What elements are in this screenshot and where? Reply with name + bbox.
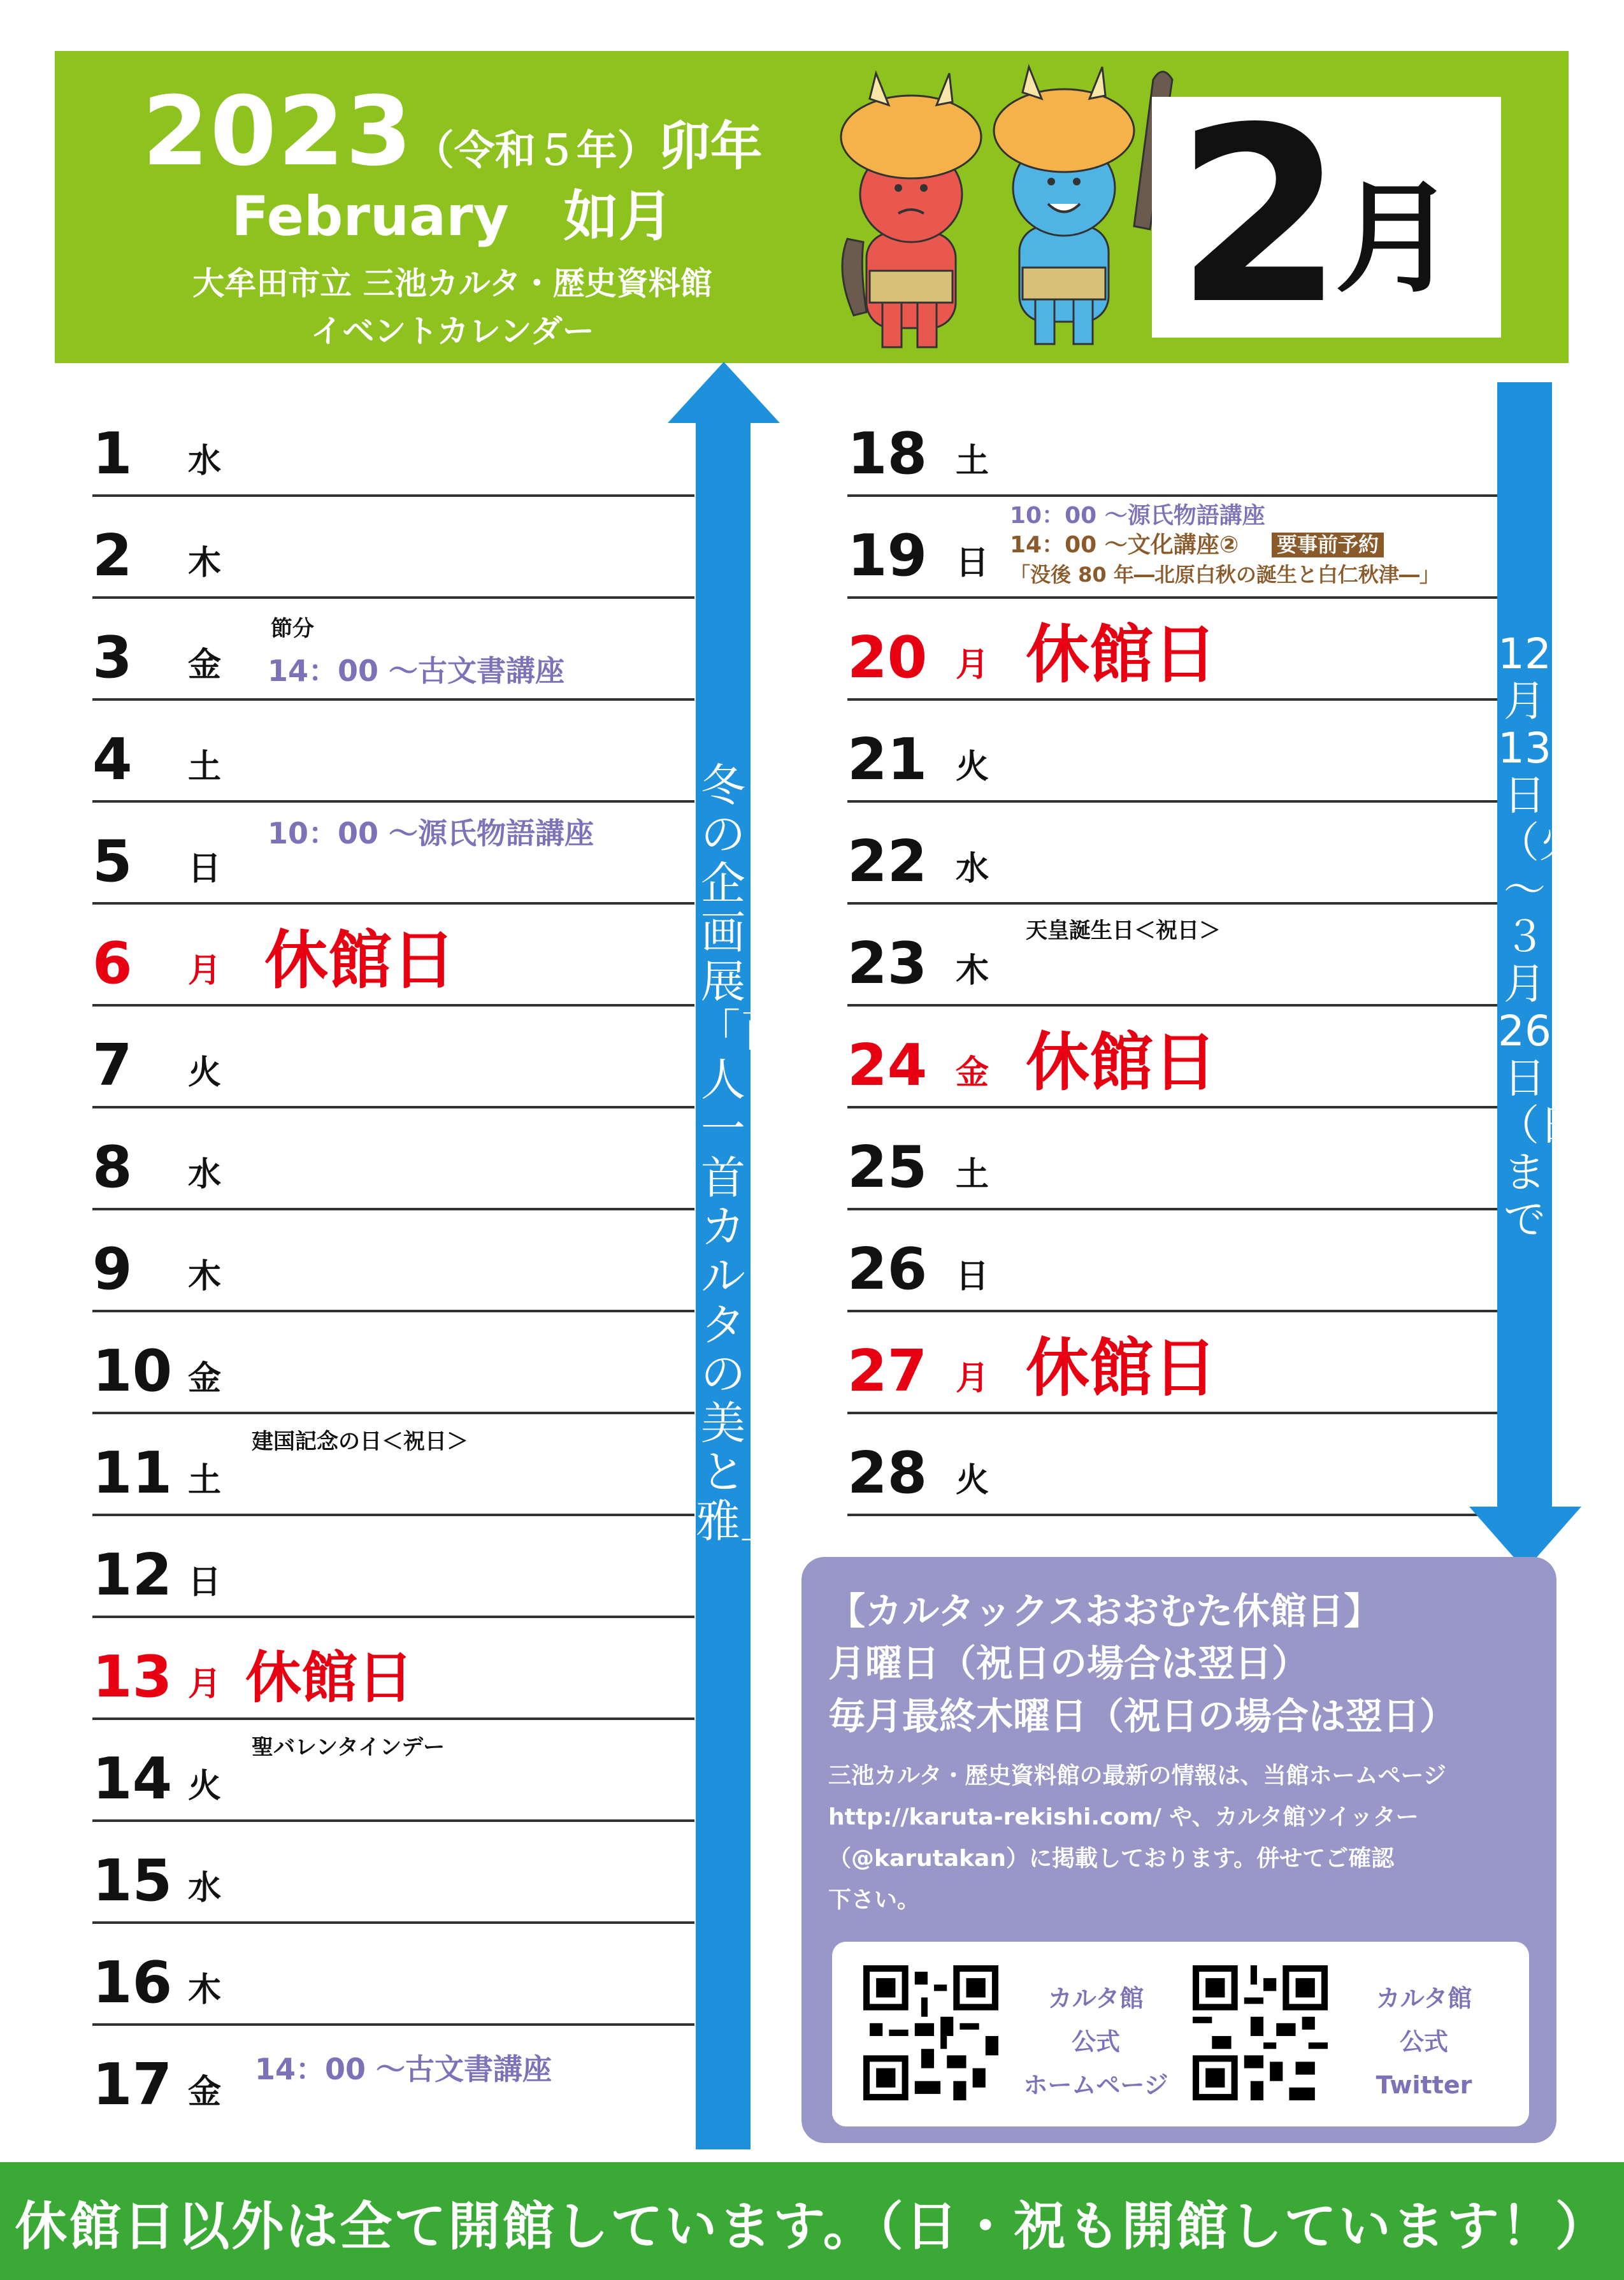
qr-label-line: カルタ館 (1376, 1984, 1472, 2012)
qr-code-twitter[interactable] (1193, 1965, 1328, 2100)
exhibition-title: 冬の企画展「百人一首カルタの美と雅」 (696, 759, 785, 1547)
day-row-12 (92, 1516, 694, 1618)
day-number: 15 (92, 1847, 173, 1914)
day-number: 11 (92, 1440, 173, 1507)
day-row-25 (847, 1108, 1497, 1210)
day-row-5 (92, 803, 694, 905)
day-number: 6 (92, 930, 133, 997)
day-number: 12 (92, 1542, 173, 1609)
day-of-week: 水 (956, 850, 989, 888)
day-row-13 (92, 1618, 694, 1720)
day-number: 4 (92, 726, 133, 793)
day-row-8 (92, 1108, 694, 1210)
day-number: 25 (847, 1134, 928, 1201)
era: （令和５年） (413, 127, 658, 175)
day-of-week: 月 (188, 952, 222, 990)
calendar-name: イベントカレンダー (310, 313, 594, 350)
day-of-week: 月 (956, 1359, 989, 1398)
info-heading: 【カルタックスおおむた休館日】 (828, 1589, 1381, 1633)
day-row-18 (847, 395, 1497, 497)
day-of-week: 土 (956, 442, 989, 480)
closed-label: 休館日 (245, 1645, 414, 1710)
day-row-6 (92, 905, 694, 1007)
day-number: 27 (847, 1338, 928, 1405)
year: 2023 (142, 76, 413, 187)
qr-label-line: Twitter (1376, 2071, 1472, 2099)
qr-label-line: ホームページ (1023, 2071, 1168, 2099)
day-number: 16 (92, 1949, 173, 2016)
day-number: 20 (847, 624, 928, 691)
qr-label-line: 公式 (1071, 2028, 1120, 2056)
oni-illustration (828, 61, 1191, 354)
day-of-week: 日 (188, 850, 222, 888)
event-text: 10：00 ～源氏物語講座 (1010, 503, 1265, 529)
day-number: 26 (847, 1236, 928, 1303)
month-english: February 如月 (231, 185, 673, 248)
info-body-1: 三池カルタ・歴史資料館の最新の情報は、当館ホームページ (828, 1763, 1446, 1789)
day-of-week: 水 (188, 1869, 222, 1907)
closed-label: 休館日 (264, 923, 456, 998)
day-row-4 (92, 701, 694, 803)
day-row-9 (92, 1210, 694, 1312)
qr-label-homepage (1013, 1977, 1179, 2107)
lecture-title: 「没後 80 年―北原白秋の誕生と白仁秋津―」 (1010, 563, 1440, 587)
day-of-week: 土 (956, 1156, 989, 1194)
day-row-27 (847, 1312, 1497, 1414)
day-of-week: 水 (188, 442, 222, 480)
day-row-16 (92, 1924, 694, 2026)
day-of-week: 金 (188, 1359, 222, 1398)
closed-label: 休館日 (1026, 1025, 1217, 1100)
day-number: 21 (847, 726, 928, 793)
day-row-3 (92, 599, 694, 701)
day-row-24 (847, 1007, 1497, 1108)
footer-text: 休館日以外は全て開館しています。（日・祝も開館しています！） (15, 2197, 1609, 2257)
day-of-week: 土 (188, 748, 222, 786)
info-body-3: （@karutakan）に掲載しております。併せてご確認 (828, 1846, 1395, 1872)
day-row-19 (847, 497, 1497, 599)
info-closed-rule-1: 月曜日（祝日の場合は翌日） (828, 1642, 1309, 1685)
day-number: 7 (92, 1032, 133, 1099)
day-number: 19 (847, 522, 928, 589)
day-of-week: 金 (956, 1054, 989, 1092)
event-text: 10：00 ～源氏物語講座 (268, 816, 594, 850)
info-body-2: http://karuta-rekishi.com/ や、カルタ館ツイッター (828, 1804, 1419, 1830)
day-row-21 (847, 701, 1497, 803)
day-row-17 (92, 2026, 694, 2128)
day-number: 23 (847, 930, 928, 997)
day-row-28 (847, 1414, 1497, 1516)
event-text: 14：00 ～古文書講座 (268, 654, 565, 688)
day-note: 聖バレンタインデー (252, 1735, 445, 1760)
reservation-badge: 要事前予約 (1272, 533, 1384, 557)
day-row-20 (847, 599, 1497, 701)
day-of-week: 火 (188, 1054, 222, 1092)
day-of-week: 火 (188, 1767, 222, 1805)
day-number: 28 (847, 1440, 928, 1507)
day-of-week: 月 (188, 1665, 222, 1703)
day-of-week: 木 (188, 1971, 222, 2009)
day-number: 3 (92, 624, 133, 691)
day-number: 24 (847, 1032, 928, 1099)
day-row-15 (92, 1822, 694, 1924)
day-row-1 (92, 395, 694, 497)
day-number: 17 (92, 2051, 173, 2118)
day-row-14 (92, 1720, 694, 1822)
day-of-week: 月 (956, 646, 989, 684)
day-number: 22 (847, 828, 928, 895)
day-number: 14 (92, 1746, 173, 1812)
eto: 卯年 (658, 117, 763, 177)
day-of-week: 日 (956, 1258, 989, 1296)
day-of-week: 金 (188, 2073, 222, 2111)
qr-label-line: カルタ館 (1047, 1984, 1144, 2012)
day-of-week: 火 (956, 1461, 989, 1500)
event-text: 14：00 ～文化講座② (1010, 532, 1239, 558)
title-line (70, 76, 835, 187)
row-divider (847, 1514, 1497, 1516)
day-of-week: 金 (188, 646, 222, 684)
big-month-kanji: 月 (1335, 168, 1456, 309)
day-number: 10 (92, 1338, 173, 1405)
qr-code-homepage[interactable] (863, 1965, 998, 2100)
day-of-week: 水 (188, 1156, 222, 1194)
day-number: 8 (92, 1134, 133, 1201)
day-row-23 (847, 905, 1497, 1007)
closed-label: 休館日 (1026, 1331, 1217, 1405)
day-row-7 (92, 1007, 694, 1108)
organization-name: 大牟田市立 三池カルタ・歴史資料館 (192, 265, 712, 302)
day-row-26 (847, 1210, 1497, 1312)
day-row-10 (92, 1312, 694, 1414)
day-of-week: 日 (956, 544, 989, 582)
arrow-up-icon (668, 362, 780, 423)
day-number: 13 (92, 1644, 173, 1710)
day-of-week: 土 (188, 1461, 222, 1500)
event-text: 14：00 ～古文書講座 (255, 2052, 552, 2086)
day-row-2 (92, 497, 694, 599)
day-note: 天皇誕生日＜祝日＞ (1026, 918, 1221, 943)
closed-label: 休館日 (1026, 617, 1217, 692)
day-row-11 (92, 1414, 694, 1516)
day-of-week: 木 (956, 952, 989, 990)
day-of-week: 火 (956, 748, 989, 786)
info-body-4: 下さい。 (828, 1887, 921, 1913)
qr-label-twitter (1341, 1977, 1507, 2107)
day-note: 節分 (271, 616, 314, 642)
day-of-week: 木 (188, 1258, 222, 1296)
big-month-number: 2 (1175, 75, 1344, 357)
info-closed-rule-2: 毎月最終木曜日（祝日の場合は翌日） (828, 1695, 1457, 1738)
day-number: 9 (92, 1236, 133, 1303)
day-number: 1 (92, 420, 133, 487)
day-number: 2 (92, 522, 133, 589)
exhibition-period: 12月13日（火）～３月26日（日）まで (1497, 629, 1623, 1244)
day-note: 建国記念の日＜祝日＞ (252, 1429, 468, 1454)
day-number: 5 (92, 828, 133, 895)
day-row-22 (847, 803, 1497, 905)
day-of-week: 日 (188, 1563, 222, 1602)
day-of-week: 木 (188, 544, 222, 582)
day-number: 18 (847, 420, 928, 487)
qr-label-line: 公式 (1399, 2028, 1448, 2056)
